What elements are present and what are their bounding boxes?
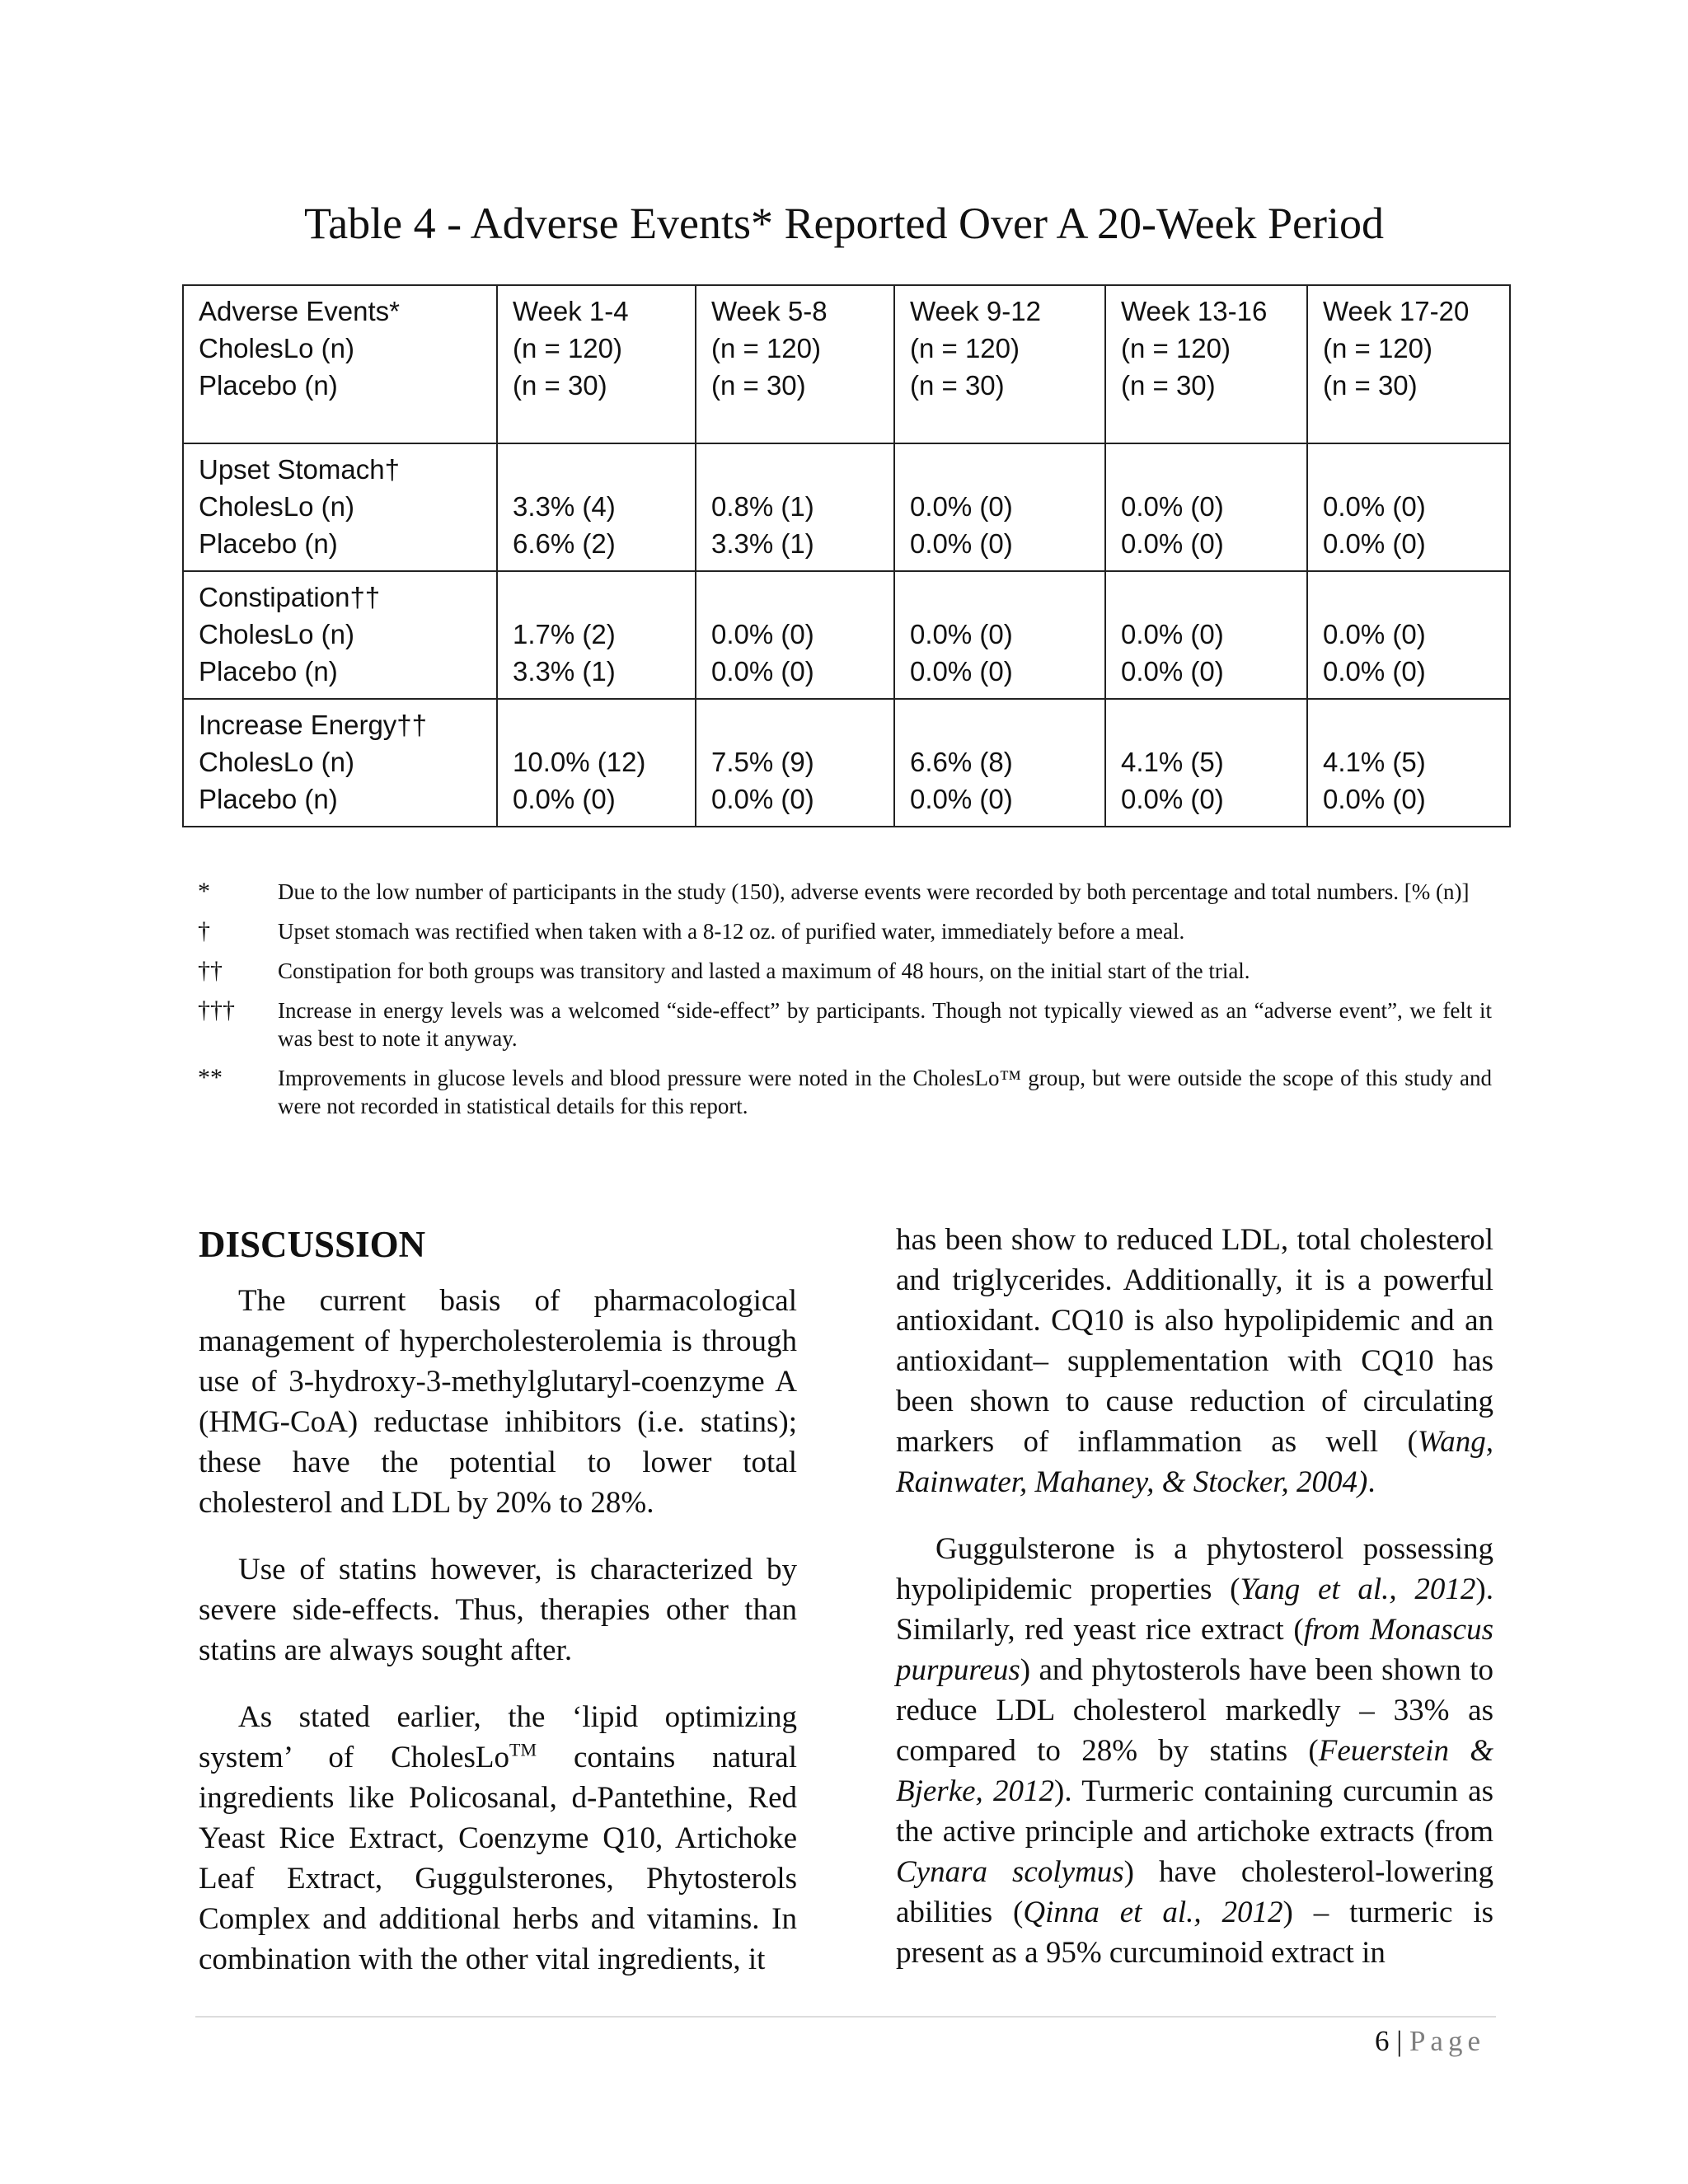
table-title: Table 4 - Adverse Events* Reported Over A 20-Week Period <box>303 199 1385 248</box>
trademark-mark: TM <box>509 1739 537 1760</box>
header-line: Week 5-8 <box>711 296 828 326</box>
paragraph-text: Guggulsterone is a phytosterol possessing hypolipidemic properties ( <box>896 1532 1493 1606</box>
cell-choleslo: 6.6% (8) <box>910 747 1013 777</box>
cell-choleslo: 0.0% (0) <box>1323 491 1426 522</box>
header-line: (n = 30) <box>513 370 607 401</box>
page-number: 6 <box>1374 2025 1390 2057</box>
cell-placebo: 0.0% (0) <box>1121 784 1224 814</box>
header-cell <box>1105 285 1307 443</box>
citation: from Monascus purpureus <box>896 1613 1493 1687</box>
discussion-paragraph: Use of statins however, is characterized by severe side-effects. Thus, therapies other than statins are always sought after. <box>199 1553 797 1667</box>
table-cell <box>894 571 1105 699</box>
cell-choleslo: 0.0% (0) <box>910 491 1013 522</box>
footnote <box>198 1064 1492 1120</box>
header-line: (n = 30) <box>1323 370 1418 401</box>
table-cell <box>1105 571 1307 699</box>
paragraph-text: contains natural ingredients like Policosanal, d-Pantethine, Red Yeast Rice Extract, Coenzyme Q10, Artichoke Leaf Extract, Guggulsterones, Phytosterols Complex and additional herbs and vitamins. In combination with the other vital ingredients, it <box>199 1741 797 1976</box>
row-label: Upset Stomach† <box>199 454 400 485</box>
footnote-text: Due to the low number of participants in the study (150), adverse events were recorded by both percentage and total numbers. [% (n)] <box>278 879 1470 904</box>
paragraph-text: As stated earlier, the ‘lipid optimizing system’ of CholesLo <box>199 1700 797 1774</box>
cell-choleslo: 1.7% (2) <box>513 619 616 649</box>
footnote-mark: † <box>198 917 210 944</box>
cell-choleslo: 0.0% (0) <box>1121 619 1224 649</box>
footnote-mark: ** <box>198 1064 223 1091</box>
table-cell <box>1105 443 1307 571</box>
table-footnotes <box>198 878 1492 1132</box>
table-header-row <box>183 285 1510 443</box>
header-line: (n = 120) <box>711 333 821 363</box>
header-line: Week 1-4 <box>513 296 629 326</box>
header-cell <box>497 285 696 443</box>
citation: Qinna et al., 2012 <box>1023 1896 1283 1929</box>
row-sublabel: Placebo (n) <box>199 656 338 687</box>
paragraph-text: has been show to reduced LDL, total cholesterol and triglycerides. Additionally, it is a powerful antioxidant. CQ10 is also hypolipidemic and an antioxidant– supplementation with CQ10 has been shown to cause reduction of circulating markers of inflammation as well ( <box>896 1223 1493 1459</box>
header-line: (n = 30) <box>1121 370 1216 401</box>
table-cell <box>497 699 696 827</box>
table-cell <box>894 443 1105 571</box>
cell-choleslo: 7.5% (9) <box>711 747 814 777</box>
header-line: Week 17-20 <box>1323 296 1470 326</box>
cell-choleslo: 4.1% (5) <box>1323 747 1426 777</box>
right-column <box>896 1220 1493 1999</box>
header-cell <box>1307 285 1510 443</box>
row-label: Increase Energy†† <box>199 710 428 740</box>
row-label-cell <box>183 571 497 699</box>
cell-placebo: 0.0% (0) <box>1121 656 1224 687</box>
footnote-text: Upset stomach was rectified when taken with a 8-12 oz. of purified water, immediately before a meal. <box>278 919 1185 944</box>
cell-placebo: 0.0% (0) <box>1323 528 1426 559</box>
table-cell <box>497 571 696 699</box>
paragraph-text: . <box>1367 1465 1376 1499</box>
table-cell <box>696 443 894 571</box>
row-sublabel: CholesLo (n) <box>199 491 354 522</box>
table-row-upset-stomach <box>183 443 1510 571</box>
table-cell <box>1307 699 1510 827</box>
header-cell <box>894 285 1105 443</box>
citation: Cynara scolymus <box>896 1855 1124 1889</box>
row-sublabel: Placebo (n) <box>199 528 338 559</box>
cell-placebo: 0.0% (0) <box>711 656 814 687</box>
paragraph-text: ). Similarly, red yeast rice extract ( <box>896 1572 1493 1647</box>
left-column <box>199 1220 797 2006</box>
table-cell <box>1307 443 1510 571</box>
table-cell <box>1307 571 1510 699</box>
header-line: Placebo (n) <box>199 370 338 401</box>
footnote <box>198 917 1492 945</box>
cell-choleslo: 0.0% (0) <box>910 619 1013 649</box>
cell-placebo: 0.0% (0) <box>910 656 1013 687</box>
cell-placebo: 0.0% (0) <box>711 784 814 814</box>
paragraph-text: ) – turmeric is present as a 95% curcuminoid extract in <box>896 1896 1494 1970</box>
cell-choleslo: 0.0% (0) <box>711 619 814 649</box>
cell-choleslo: 10.0% (12) <box>513 747 646 777</box>
table-row-increase-energy <box>183 699 1510 827</box>
header-line: (n = 120) <box>513 333 622 363</box>
header-line: (n = 30) <box>910 370 1005 401</box>
paragraph-text: ) and phytosterols have been shown to reduce LDL cholesterol markedly – 33% as compared to 28% by statins ( <box>896 1653 1493 1768</box>
header-line: (n = 30) <box>711 370 806 401</box>
citation: Feuerstein & Bjerke, 2012 <box>896 1734 1493 1808</box>
row-label: Constipation†† <box>199 582 381 612</box>
cell-placebo: 0.0% (0) <box>1323 784 1426 814</box>
header-line: CholesLo (n) <box>199 333 354 363</box>
footnote-mark: ††† <box>198 996 235 1024</box>
discussion-paragraph <box>199 1697 797 1980</box>
paragraph-text: ) have cholesterol-lowering abilities ( <box>896 1855 1493 1929</box>
footnote-text: Increase in energy levels was a welcomed “side-effect” by participants. Though not typically viewed as an “adverse event”, we felt it was best to note it anyway. <box>278 998 1492 1051</box>
table-cell <box>696 699 894 827</box>
paragraph-text: ). Turmeric containing curcumin as the active principle and artichoke extracts (from <box>896 1774 1494 1849</box>
cell-placebo: 0.0% (0) <box>910 784 1013 814</box>
citation: Yang et al., 2012 <box>1240 1572 1476 1606</box>
row-label-cell <box>183 699 497 827</box>
row-sublabel: CholesLo (n) <box>199 619 354 649</box>
footer-separator: | <box>1396 2025 1403 2057</box>
adverse-events-table <box>182 284 1511 827</box>
header-line: (n = 120) <box>1323 333 1432 363</box>
footnote <box>198 878 1492 906</box>
cell-placebo: 0.0% (0) <box>1121 528 1224 559</box>
footnote-text: Improvements in glucose levels and blood pressure were noted in the CholesLo™ group, but were outside the scope of this study and were not recorded in statistical details for this report. <box>278 1066 1492 1118</box>
cell-choleslo: 3.3% (4) <box>513 491 616 522</box>
cell-choleslo: 0.8% (1) <box>711 491 814 522</box>
cell-placebo: 0.0% (0) <box>1323 656 1426 687</box>
row-sublabel: Placebo (n) <box>199 784 338 814</box>
cell-placebo: 0.0% (0) <box>910 528 1013 559</box>
discussion-paragraph <box>896 1220 1493 1502</box>
footnote-mark: †† <box>198 957 223 984</box>
table-cell <box>1105 699 1307 827</box>
header-cell <box>696 285 894 443</box>
page-footer <box>1335 2021 1485 2062</box>
citation: Wang, Rainwater, Mahaney, & Stocker, 2004) <box>896 1425 1493 1499</box>
cell-placebo: 3.3% (1) <box>513 656 616 687</box>
cell-choleslo: 0.0% (0) <box>1121 491 1224 522</box>
cell-placebo: 0.0% (0) <box>513 784 616 814</box>
header-cell <box>183 285 497 443</box>
row-label-cell <box>183 443 497 571</box>
table-cell <box>696 571 894 699</box>
footnote-mark: * <box>198 878 210 905</box>
cell-choleslo: 4.1% (5) <box>1121 747 1224 777</box>
table-cell <box>894 699 1105 827</box>
header-line: Week 9-12 <box>910 296 1041 326</box>
header-line: Adverse Events* <box>199 296 400 326</box>
footer-divider <box>195 2016 1496 2018</box>
header-line: Week 13-16 <box>1121 296 1268 326</box>
footnote <box>198 996 1492 1052</box>
header-line: (n = 120) <box>1121 333 1231 363</box>
table-cell <box>497 443 696 571</box>
footnote <box>198 957 1492 985</box>
cell-choleslo: 0.0% (0) <box>1323 619 1426 649</box>
discussion-heading: DISCUSSION <box>199 1224 426 1265</box>
cell-placebo: 6.6% (2) <box>513 528 616 559</box>
table-row-constipation <box>183 571 1510 699</box>
discussion-paragraph: The current basis of pharmacological management of hypercholesterolemia is through use of 3-hydroxy-3-methylglutaryl-coenzyme A (HMG-CoA) reductase inhibitors (i.e. statins); these have the potential to lower total cholesterol and LDL by 20% to 28%. <box>199 1284 797 1520</box>
header-line: (n = 120) <box>910 333 1020 363</box>
discussion-paragraph <box>896 1529 1493 1973</box>
page-label: Page <box>1409 2025 1485 2057</box>
footnote-text: Constipation for both groups was transitory and lasted a maximum of 48 hours, on the initial start of the trial. <box>278 958 1250 983</box>
cell-placebo: 3.3% (1) <box>711 528 814 559</box>
row-sublabel: CholesLo (n) <box>199 747 354 777</box>
